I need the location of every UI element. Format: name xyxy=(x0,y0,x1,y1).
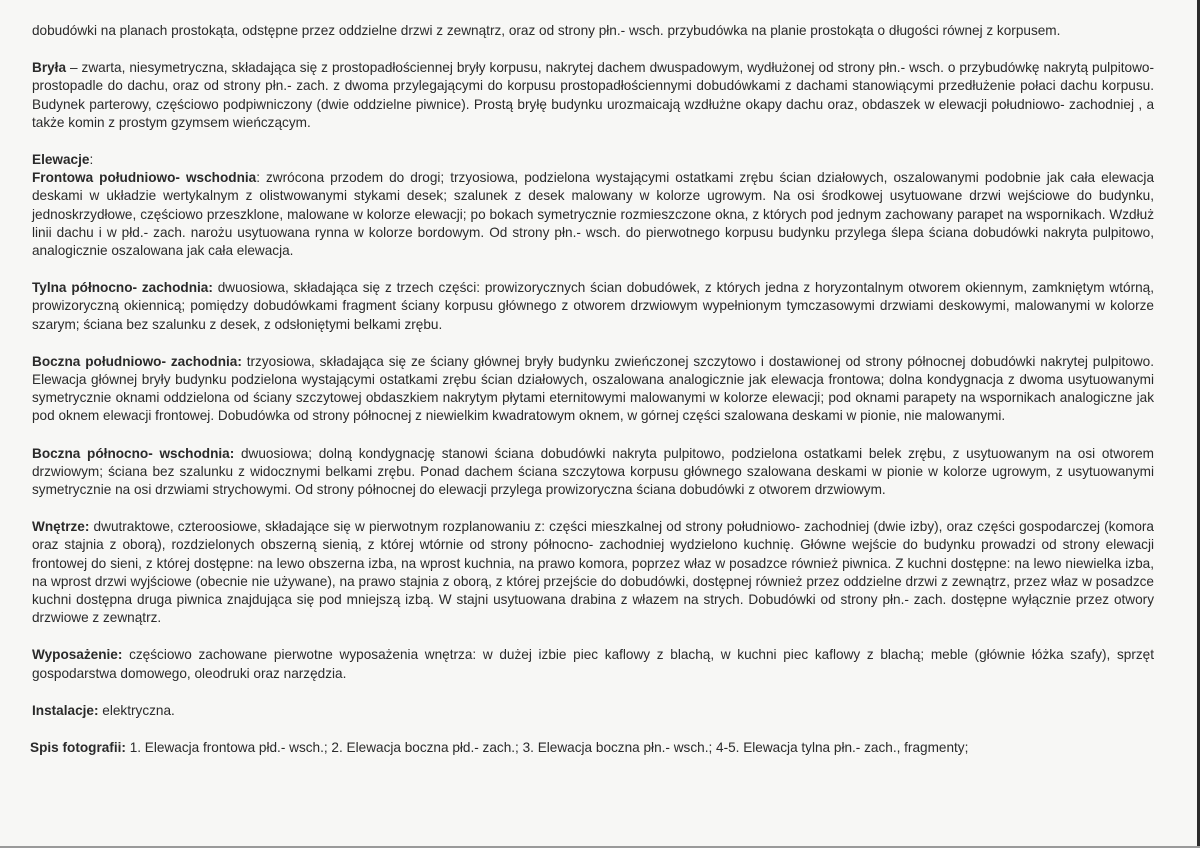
bryla-paragraph xyxy=(32,59,1154,132)
frontowa-label: Frontowa południowo- wschodnia xyxy=(32,170,257,186)
wyposazenie-paragraph xyxy=(32,646,1154,682)
bryla-text: – zwarta, niesymetryczna, składająca się z prostopadłościennej bryły korpusu, nakrytej dachem dwuspadowym, wydłużonej od strony płn.- wsch. o przybudówkę nakrytą pulpitowo- prostopadle do dachu, oraz od strony płn.- zach. z dwoma przylegającymi do korpusu prostopadłościennymi dobudówkami z dachami stanowiącymi przedłużenie połaci dachu korpusu. Budynek parterowy, częściowo podpiwniczony (dwie oddzielne piwnice). Prostą bryłę budynku urozmaicają wzdłużne okapy dachu oraz, obdaszek w elewacji południowo- zachodniej , a także komin z prostym gzymsem wieńczącym. xyxy=(32,60,1154,130)
intro-paragraph: dobudówki na planach prostokąta, odstępne przez oddzielne drzwi z zewnątrz, oraz od strony płn.- wsch. przybudówka na planie prostokąta o długości równej z korpusem. xyxy=(32,23,1061,38)
wnetrze-label: Wnętrze: xyxy=(32,519,90,535)
wnetrze-text: dwutraktowe, czteroosiowe, składające się w pierwotnym rozplanowaniu z: części mieszkalnej od strony południowo- zachodniej (dwie izby), oraz części gospodarczej (komora oraz stajnia z oborą), rozdzielonych obszerną sienią, z której wtórnie od strony północno- zachodniej wydzielono kuchnię. Główne wejście do budynku prowadzi od strony elewacji frontowej do sieni, z której dostępne: na lewo obszerna izba, na wprost kuchnia, na prawo komora, poprzez właz w posadzce również piwnica. Z kuchni dostępne: na lewo niewielka izba, na wprost drzwi wyjściowe (obecnie nie używane), na prawo stajnia z oborą, z której przejście do dobudówki, dostępnej również przez oddzielne drzwi z zewnątrz, przez właz w posadzce kuchni dostępna druga piwnica znajdująca się pod mniejszą izbą. W stajni usytuowana drabina z włazem na strych. Dobudówki od strony płn.- zach. dostępne wyłącznie przez otwory drzwiowe z zewnątrz. xyxy=(32,519,1154,626)
elewacje-heading-label: Elewacje xyxy=(32,152,90,168)
wnetrze-paragraph xyxy=(32,518,1154,627)
spis-fotografii-text: 1. Elewacja frontowa płd.- wsch.; 2. Elewacja boczna płd.- zach.; 3. Elewacja boczna płn.- wsch.; 4-5. Elewacja tylna płn.- zach., fragmenty; xyxy=(125,740,969,756)
boczna-pd-label: Boczna południowo- zachodnia: xyxy=(32,353,242,369)
boczna-pn-paragraph xyxy=(32,445,1154,500)
tylna-paragraph xyxy=(32,279,1154,334)
boczna-pd-paragraph xyxy=(32,353,1154,426)
wyposazenie-label: Wyposażenie: xyxy=(32,647,123,663)
boczna-pd-text: trzyosiowa, składająca się ze ściany głównej bryły budynku zwieńczonej szczytowo i dostawionej od strony północnej dobudówki nakrytej pulpitowo. Elewacja głównej bryły budynku podzielona wystającymi ostatkami zrębu ścian działowych, oszalowana analogicznie jak elewacja frontowa; dolna kondygnacja z dwoma usytuowanymi symetrycznie oknami oddzielona od ściany szczytowej obdaszkiem nakrytym płytami eternitowymi malowanymi w kolorze elewacji; pod oknami parapety na wspornikach analogiczne jak pod oknem elewacji frontowej. Dobudówka od strony północnej z niewielkim kwadratowym oknem, w górnej części szalowana deskami w pionie, nie malowanymi. xyxy=(32,353,1154,424)
boczna-pn-text: dwuosiowa; dolną kondygnację stanowi ściana dobudówki nakryta pulpitowo, podzielona ostatkami belek zrębu, z usytuowanym na osi otworem drzwiowym; ściana bez szalunku z widocznymi belkami zrębu. Ponad dachem ściana szczytowa korpusu głównego szalowana deskami w pionie w kolorze ugrowym, z usytuowanymi symetrycznie na osi drzwiami strychowymi. Od strony północnej do elewacji przylega prowizoryczna ściana dobudówki z otworem drzwiowym. xyxy=(32,445,1154,498)
instalacje-label: Instalacje: xyxy=(32,702,99,718)
spis-fotografii-label: Spis fotografii: xyxy=(30,740,126,756)
tylna-label: Tylna północno- zachodnia: xyxy=(32,280,213,296)
frontowa-text: : zwrócona przodem do drogi; trzyosiowa, podzielona wystającymi ostatkami zrębu ścian działowych, oszalowanymi podobnie jak cała elewacja deskami w układzie wertykalnym z olistwowanymi stykami desek; szalunek z desek malowany w kolorze ugrowym. Na osi środkowej usytuowane drzwi wejściowe do budynku, jednoskrzydłowe, częściowo przeszklone, malowane w kolorze elewacji; po bokach symetrycznie rozmieszczone okna, z których pod jednym zachowany parapet na wspornikach. Wzdłuż linii dachu i w płd.- zach. narożu usytuowana rynna w kolorze bordowym. Od strony płn.- wsch. do pierwotnego korpusu budynku przylega ślepa ściana dobudówki nakryta pulpitowo, analogicznie oszalowana jak cała elewacja. xyxy=(32,170,1155,259)
frontowa-paragraph xyxy=(32,169,1154,260)
instalacje-paragraph xyxy=(32,702,1154,720)
bryla-label: Bryła xyxy=(32,60,67,76)
boczna-pn-label: Boczna północno- wschodnia: xyxy=(32,445,235,461)
elewacje-heading: Elewacje: xyxy=(32,152,94,168)
tylna-text: dwuosiowa, składająca się z trzech części: prowizorycznych ścian dobudówek, z których jedna z horyzontalnym otworem okiennym, zamkniętym wtórną, prowizoryczną okiennicą; pomiędzy dobudówkami fragment ściany korpusu głównego z otworem drzwiowym wypełnionym tymczasowymi drzwiami deskowymi, malowanymi w kolorze szarym; ściana bez szalunku z desek, z odsłoniętymi belkami zrębu. xyxy=(32,280,1154,332)
instalacje-text: elektryczna. xyxy=(98,702,175,718)
wyposazenie-text: częściowo zachowane pierwotne wyposażenia wnętrza: w dużej izbie piec kaflowy z blachą, w kuchni piec kaflowy z blachą; meble (głównie łóżka szafy), sprzęt gospodarstwa domowego, oleodruki oraz narzędzia. xyxy=(32,647,1154,681)
spis-fotografii-paragraph xyxy=(30,739,1154,757)
